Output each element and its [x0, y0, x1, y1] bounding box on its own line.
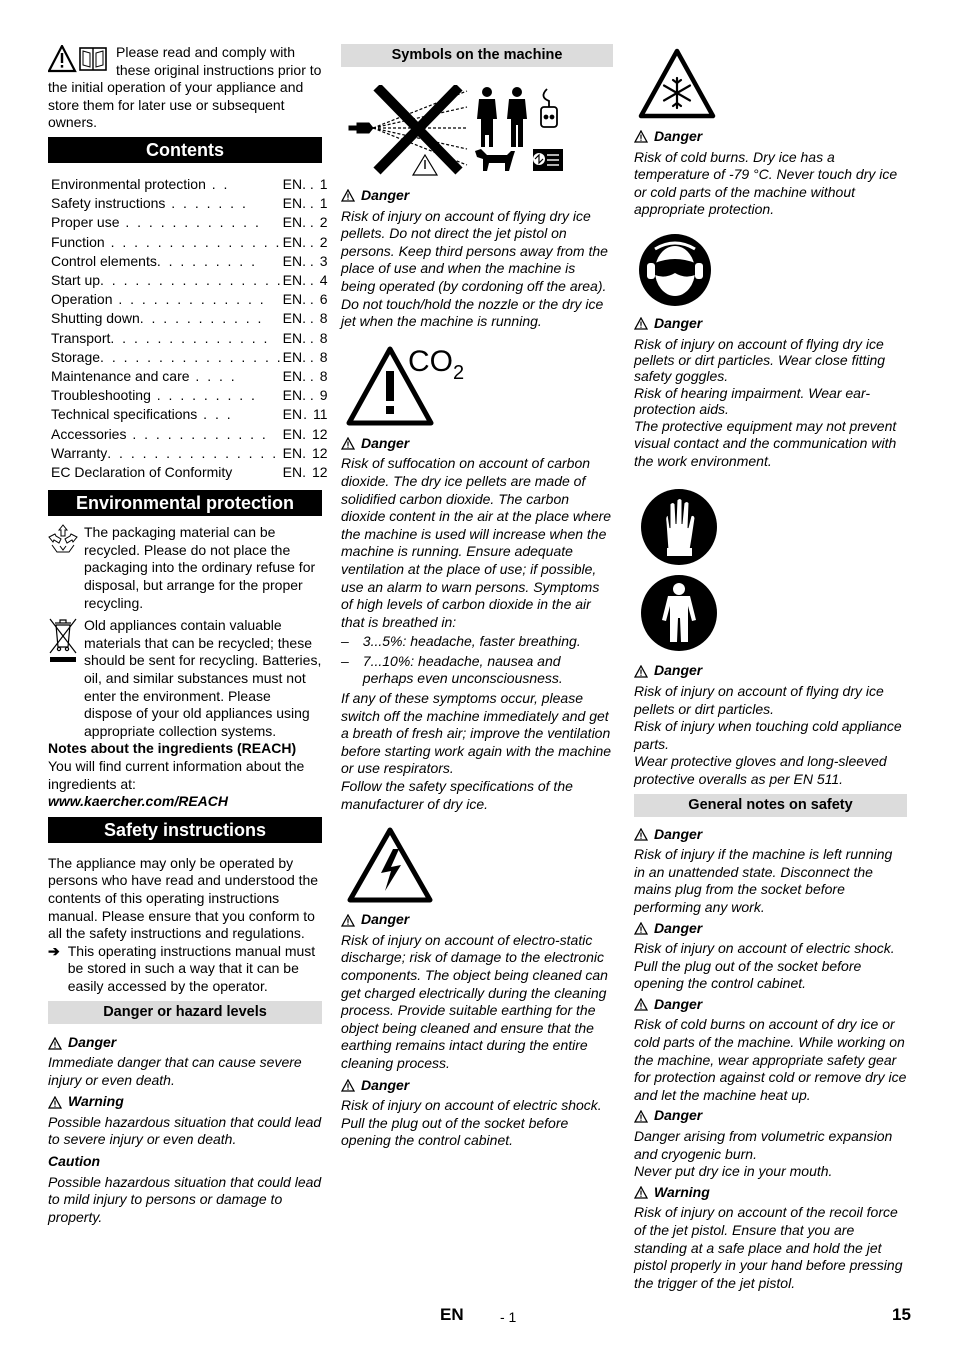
- toc-title: Maintenance and care: [51, 368, 190, 384]
- toc-page-dots: . .: [302, 271, 314, 288]
- arrow-note-text: This operating instructions manual must be stored in such a way that it can be easily accessed by the operator.: [67, 942, 316, 994]
- co2-label: CO: [408, 344, 453, 378]
- manufacturer-spec-text: Follow the safety specifications of the manufacturer of dry ice.: [341, 778, 573, 812]
- toc-language: EN: [282, 271, 303, 288]
- unattended-text: Risk of injury if the machine is left running in an unattended state. Disconnect the mains plug from the socket before performing any work.: [634, 846, 893, 915]
- gloves-pictogram: [640, 488, 907, 566]
- suffocation-text: Risk of suffocation on account of carbon dioxide. The dry ice pellets are made of solidified carbon dioxide. The carbon dioxide content in the air at the place where the machine is used will increase when the machine is running. Ensure adequate ventilation at the place of use; if possible, use an alarm to warn persons. Symptoms of high levels of carbon dioxide in the air that is breathed in:: [341, 455, 612, 630]
- toc-dots: . . . . . . . . . . . .: [126, 425, 268, 442]
- toc-page-dots: .: [302, 444, 306, 461]
- toc-page-number: 12: [311, 425, 328, 442]
- suffocation-danger-label: Danger: [341, 435, 613, 453]
- toc-dots: . . . . . . . . . . . . . . .: [107, 444, 279, 461]
- toc-row[interactable]: [48, 386, 334, 405]
- toc-page-number: 9: [319, 387, 328, 404]
- recycle-icon: [48, 524, 78, 612]
- gloves-text: Risk of injury on account of flying dry ice pellets or dirt particles.: [634, 682, 884, 717]
- toc-page-dots: . .: [302, 348, 314, 365]
- control-cabinet-text: Risk of injury on account of electric shock. Pull the plug out of the socket before opening the control cabinet.: [634, 940, 895, 992]
- toc-dots: . . . . . . . . .: [150, 387, 257, 404]
- toc-page-dots: .: [302, 464, 306, 481]
- toc-language: EN: [282, 406, 303, 423]
- toc-dots: . . . . . . . . . . . . . . . .: [100, 271, 283, 288]
- footer-language: EN: [440, 1305, 464, 1324]
- toc-title: Transport: [51, 329, 111, 346]
- toc-page-number: 3: [319, 252, 328, 269]
- flying-pellets-danger-label: Danger: [341, 187, 613, 205]
- caution-level-text: Possible hazardous situation that could lead to mild injury to persons or damage to property.: [48, 1173, 322, 1225]
- footer-page-number: 15: [892, 1305, 911, 1324]
- toc-row[interactable]: [48, 290, 334, 309]
- warning-triangle-icon: [48, 1096, 62, 1109]
- symptom-item: – 7...10%: headache, nausea and perhaps even unconsciousness.: [341, 652, 563, 687]
- nozzle-touch-text: Do not touch/hold the nozzle or the dry ice jet when the machine is running.: [341, 295, 604, 330]
- toc-language: EN: [282, 444, 303, 461]
- warning-triangle-icon: [48, 1037, 62, 1050]
- flying-pellets-text: Risk of injury on account of flying dry ice pellets. Do not direct the jet pistol on persons. Keep third persons away from the place of use and when the machine is being operated (by cordoning off the area).: [341, 207, 608, 294]
- toc-row[interactable]: [48, 329, 334, 348]
- goggles-ear-protection-pictogram: [638, 233, 907, 307]
- dry-ice-burns-text: Risk of cold burns on account of dry ice or cold parts of the machine. While working on the machine, wear appropriate safety gear for protection against cold or remove dry ice and let the machine heat up.: [634, 1016, 907, 1103]
- toc-language: EN: [282, 387, 303, 404]
- recoil-text: Risk of injury on account of the recoil force of the jet pistol. Ensure that you are standing at a safe place and hold the jet pistol properly in your hand before pressing the trigger of the jet pistol.: [634, 1204, 903, 1291]
- recoil-warning-label: Warning: [634, 1184, 907, 1202]
- toc-page-dots: . .: [302, 387, 314, 404]
- toc-language: EN: [282, 175, 303, 192]
- toc-page-number: 8: [319, 368, 328, 384]
- toc-dots: . . . . . . . . . . .: [139, 310, 264, 327]
- toc-page-dots: . .: [302, 214, 314, 231]
- safety-intro: The appliance may only be operated by persons who have read and understood the contents of this operating instructions manual. Please ensure that you conform to all the safety instructions and regulations.: [48, 854, 319, 942]
- toc-page-dots: . .: [302, 310, 314, 327]
- toc-title: Proper use: [51, 214, 120, 231]
- toc-language: EN: [282, 291, 303, 308]
- warning-triangle-icon: [341, 437, 355, 450]
- symptom-item: – 3...5%: headache, faster breathing.: [341, 633, 581, 650]
- toc-title: Accessories: [51, 425, 127, 442]
- toc-page-number: 11: [313, 406, 328, 423]
- warning-triangle-icon: [634, 317, 648, 330]
- no-persons-pictogram: [347, 85, 613, 177]
- toc-page-number: 8: [319, 310, 328, 327]
- warning-triangle-icon: [634, 828, 648, 841]
- warning-triangle-icon: [634, 130, 648, 143]
- toc-dots: . . . . . . .: [165, 195, 248, 212]
- toc-title: Start up: [51, 271, 101, 288]
- toc-dots: . . . . . . . . . . . . . . .: [104, 233, 282, 250]
- toc-dots: . . .: [197, 406, 233, 423]
- toc-page-dots: . .: [302, 233, 314, 250]
- toc-dots: . . . .: [189, 368, 237, 384]
- crossed-bin-icon: [48, 617, 78, 740]
- toc-title: Technical specifications: [51, 406, 198, 423]
- warning-triangle-icon: [634, 922, 648, 935]
- toc-row[interactable]: [48, 348, 334, 367]
- warning-triangle-icon: [634, 665, 648, 678]
- toc-title: Safety instructions: [51, 195, 166, 212]
- toc-row[interactable]: [48, 425, 334, 444]
- toc-page-dots: . .: [302, 175, 314, 192]
- arrow-right-icon: ➔: [48, 942, 60, 959]
- toc-page-number: 8: [319, 329, 328, 346]
- gloves-danger-label: Danger: [634, 662, 907, 680]
- warning-triangle-icon: [634, 998, 648, 1011]
- toc-title: Control elements: [51, 252, 157, 269]
- toc-title: EC Declaration of Conformity: [51, 464, 233, 481]
- goggles-text: Risk of injury on account of flying dry ice pellets or dirt particles. Wear close fitting safety goggles.: [634, 335, 886, 385]
- toc-language: EN: [282, 464, 303, 481]
- old-appliances-block: [48, 617, 322, 740]
- toc-page-dots: . .: [302, 291, 314, 308]
- toc-page-number: 12: [311, 464, 328, 481]
- overalls-pictogram: [640, 574, 907, 652]
- intro-text: Please read and comply with these original instructions prior to the initial operation of your appliance and store them for later use or subsequent owners.: [48, 44, 322, 131]
- toc-page-number: 6: [319, 291, 328, 308]
- reach-text: You will find current information about the ingredients at:: [48, 757, 305, 792]
- toc-page-dots: . .: [302, 368, 314, 384]
- toc-title: Function: [51, 233, 105, 250]
- contents-heading: Contents: [48, 137, 322, 163]
- toc-language: EN: [282, 310, 303, 327]
- intro-block: [48, 44, 322, 132]
- warning-manual-icon: [48, 45, 112, 75]
- co2-pictogram: [341, 345, 613, 427]
- symptoms-action-text: If any of these symptoms occur, please switch off the machine immediately and get a breath of fresh air; improve the ventilation before starting work again with the machine or use respirators.: [341, 690, 612, 777]
- hazard-levels-heading: Danger or hazard levels: [48, 1001, 322, 1024]
- toc-dots: . .: [205, 175, 230, 192]
- toc-title: Storage: [51, 348, 101, 365]
- contents-table: [48, 175, 334, 482]
- toc-title: Environmental protection: [51, 175, 206, 192]
- arrow-note: [48, 943, 322, 996]
- dry-ice-burns-danger-label: Danger: [634, 996, 907, 1014]
- old-appliances-text: Old appliances contain valuable materials that can be recycled; these should be sent for recycling. Batteries, oil, and similar substances must not enter the environment. Please dispose of your old appliances using appropriate collection systems.: [84, 617, 322, 739]
- toc-row[interactable]: [48, 405, 334, 424]
- warning-triangle-icon: [634, 1110, 648, 1123]
- toc-page-number: 12: [311, 444, 328, 461]
- toc-page-number: 2: [319, 214, 328, 231]
- caution-level-label: Caution: [48, 1153, 101, 1170]
- toc-page-number: 8: [319, 348, 328, 365]
- toc-title: Warranty: [51, 444, 108, 461]
- toc-title: Troubleshooting: [51, 387, 151, 404]
- protective-wear-text: Wear protective gloves and long-sleeved protective overalls as per EN 511.: [634, 753, 887, 787]
- cold-parts-text: Risk of injury when touching cold appliance parts.: [634, 718, 902, 752]
- column-middle: [341, 44, 613, 1150]
- column-left: [48, 44, 328, 1226]
- toc-row[interactable]: [48, 175, 334, 194]
- unattended-danger-label: Danger: [634, 826, 907, 844]
- toc-language: EN: [282, 252, 303, 269]
- cold-warning-pictogram: [638, 48, 907, 120]
- cold-burns-danger-label: Danger: [634, 128, 907, 146]
- mouth-text: Never put dry ice in your mouth.: [634, 1163, 833, 1180]
- toc-page-dots: .: [303, 406, 308, 423]
- toc-page-number: 2: [319, 233, 328, 250]
- hearing-text: Risk of hearing impairment. Wear ear-protection aids.: [634, 384, 871, 418]
- toc-language: EN: [282, 233, 303, 250]
- footer-section-page: - 1: [500, 1309, 517, 1325]
- warning-level-text: Possible hazardous situation that could lead to severe injury or even death.: [48, 1113, 322, 1148]
- reach-link[interactable]: www.kaercher.com/REACH: [48, 793, 228, 810]
- co2-subscript: 2: [453, 361, 465, 384]
- toc-row[interactable]: [48, 194, 334, 213]
- toc-page-dots: . .: [302, 195, 314, 212]
- safety-instructions-heading: Safety instructions: [48, 817, 322, 843]
- toc-row[interactable]: [48, 233, 334, 252]
- toc-language: EN: [282, 425, 303, 442]
- column-right: [634, 44, 907, 1292]
- warning-triangle-icon: [341, 1079, 355, 1092]
- toc-dots: . . . . . . . . . . . . . .: [110, 329, 270, 346]
- electric-shock-text: Risk of injury on account of electric shock. Pull the plug out of the socket before opening the control cabinet.: [341, 1097, 602, 1149]
- general-safety-heading: General notes on safety: [634, 794, 907, 817]
- packaging-text: The packaging material can be recycled. Please do not place the packaging into the ordinary refuse for disposal, but arrange for the proper recycling.: [84, 524, 316, 611]
- toc-page-number: 1: [319, 175, 328, 192]
- toc-dots: . . . . . . . . .: [156, 252, 257, 269]
- toc-dots: . . . . . . . . . . . . .: [112, 291, 266, 308]
- toc-dots: . . . . . . . . . . . . . . . .: [100, 348, 283, 365]
- reach-heading: Notes about the ingredients (REACH): [48, 740, 297, 757]
- visual-contact-text: The protective equipment may not prevent visual contact and the communication with the work environment.: [634, 417, 897, 469]
- volumetric-danger-label: Danger: [634, 1107, 907, 1125]
- toc-title: Operation: [51, 291, 113, 308]
- toc-dots: . . . . . . . . . . . .: [119, 214, 261, 231]
- packaging-block: [48, 524, 322, 612]
- toc-row[interactable]: [48, 252, 334, 271]
- toc-language: EN: [282, 368, 303, 384]
- electrostatic-text: Risk of injury on account of electro-static discharge; risk of damage to the electronic components. The object being cleaned can get charged electrically during the cleaning process. Provide suitable earthing for the object being cleaned and ensure that the earthing remains intact during the entire cleaning process.: [341, 931, 608, 1071]
- symbols-heading: Symbols on the machine: [341, 44, 613, 67]
- danger-level-text: Immediate danger that can cause severe injury or even death.: [48, 1054, 302, 1088]
- electrostatic-pictogram: [347, 827, 613, 903]
- toc-page-dots: .: [302, 425, 306, 442]
- cold-burns-text: Risk of cold burns. Dry ice has a temperature of -79 °C. Never touch dry ice or cold parts of the machine without appropriate protection.: [634, 148, 898, 218]
- danger-level-label: Danger: [48, 1034, 322, 1052]
- toc-row[interactable]: [48, 271, 334, 290]
- toc-row[interactable]: [48, 367, 334, 386]
- volumetric-text: Danger arising from volumetric expansion and cryogenic burn.: [634, 1128, 893, 1162]
- warning-triangle-icon: [634, 1186, 648, 1199]
- warning-triangle-icon: [341, 189, 355, 202]
- warning-triangle-icon: [341, 914, 355, 927]
- toc-page-dots: . .: [302, 329, 314, 346]
- toc-row[interactable]: [48, 213, 334, 232]
- toc-row[interactable]: [48, 463, 334, 482]
- toc-row[interactable]: [48, 444, 334, 463]
- toc-row[interactable]: [48, 309, 334, 328]
- toc-language: EN: [282, 348, 303, 365]
- toc-title: Shutting down: [51, 310, 140, 327]
- warning-level-label: Warning: [48, 1093, 322, 1111]
- toc-page-dots: . .: [302, 252, 314, 269]
- toc-language: EN: [282, 329, 303, 346]
- toc-language: EN: [282, 214, 303, 231]
- toc-language: EN: [282, 195, 303, 212]
- goggles-danger-label: Danger: [634, 315, 907, 333]
- control-cabinet-danger-label: Danger: [634, 920, 907, 938]
- environmental-protection-heading: Environmental protection: [48, 490, 322, 516]
- toc-page-number: 1: [319, 195, 328, 212]
- toc-page-number: 4: [319, 271, 328, 288]
- electric-shock-danger-label: Danger: [341, 1077, 613, 1095]
- electrostatic-danger-label: Danger: [341, 911, 613, 929]
